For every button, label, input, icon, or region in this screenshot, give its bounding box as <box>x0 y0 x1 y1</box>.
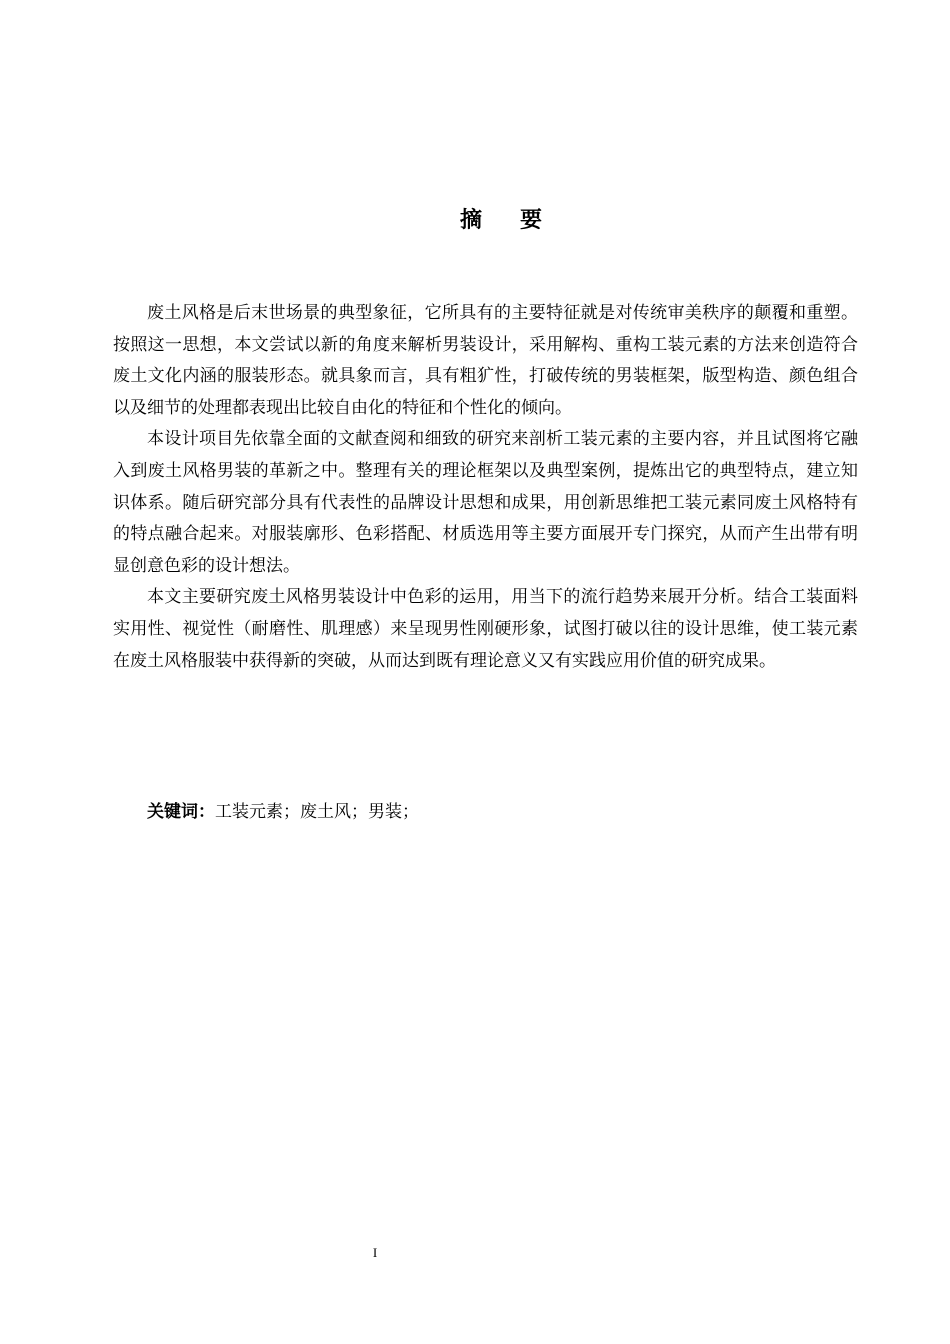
abstract-paragraph-1: 废土风格是后末世场景的典型象征，它所具有的主要特征就是对传统审美秩序的颠覆和重塑。按照这一思想，本文尝试以新的角度来解析男装设计，采用解构、重构工装元素的方法来创造符合废土文化内涵的服装形态。就具象而言，具有粗犷性，打破传统的男装框架，版型构造、颜色组合以及细节的处理都表现出比较自由化的特征和个性化的倾向。 <box>113 303 858 418</box>
keywords-text: 工装元素；废土风；男装； <box>215 802 419 822</box>
abstract-paragraph-3: 本文主要研究废土风格男装设计中色彩的运用，用当下的流行趋势来展开分析。结合工装面料实用性、视觉性（耐磨性、肌理感）来呈现男性刚硬形象，试图打破以往的设计思维，使工装元素在废土风格服装中获得新的突破，从而达到既有理论意义又有实践应用价值的研究成果。 <box>113 587 858 671</box>
abstract-body <box>113 298 858 677</box>
page-number: I <box>372 1245 378 1260</box>
abstract-title: 摘要 <box>459 208 580 233</box>
keywords-label: 关键词： <box>147 802 215 822</box>
keywords-line <box>147 798 847 826</box>
abstract-paragraph-2: 本设计项目先依靠全面的文献查阅和细致的研究来剖析工装元素的主要内容，并且试图将它融入到废土风格男装的革新之中。整理有关的理论框架以及典型案例，提炼出它的典型特点，建立知识体系。随后研究部分具有代表性的品牌设计思想和成果，用创新思维把工装元素同废土风格特有的特点融合起来。对服装廓形、色彩搭配、材质选用等主要方面展开专门探究，从而产生出带有明显创意色彩的设计想法。 <box>113 429 858 576</box>
